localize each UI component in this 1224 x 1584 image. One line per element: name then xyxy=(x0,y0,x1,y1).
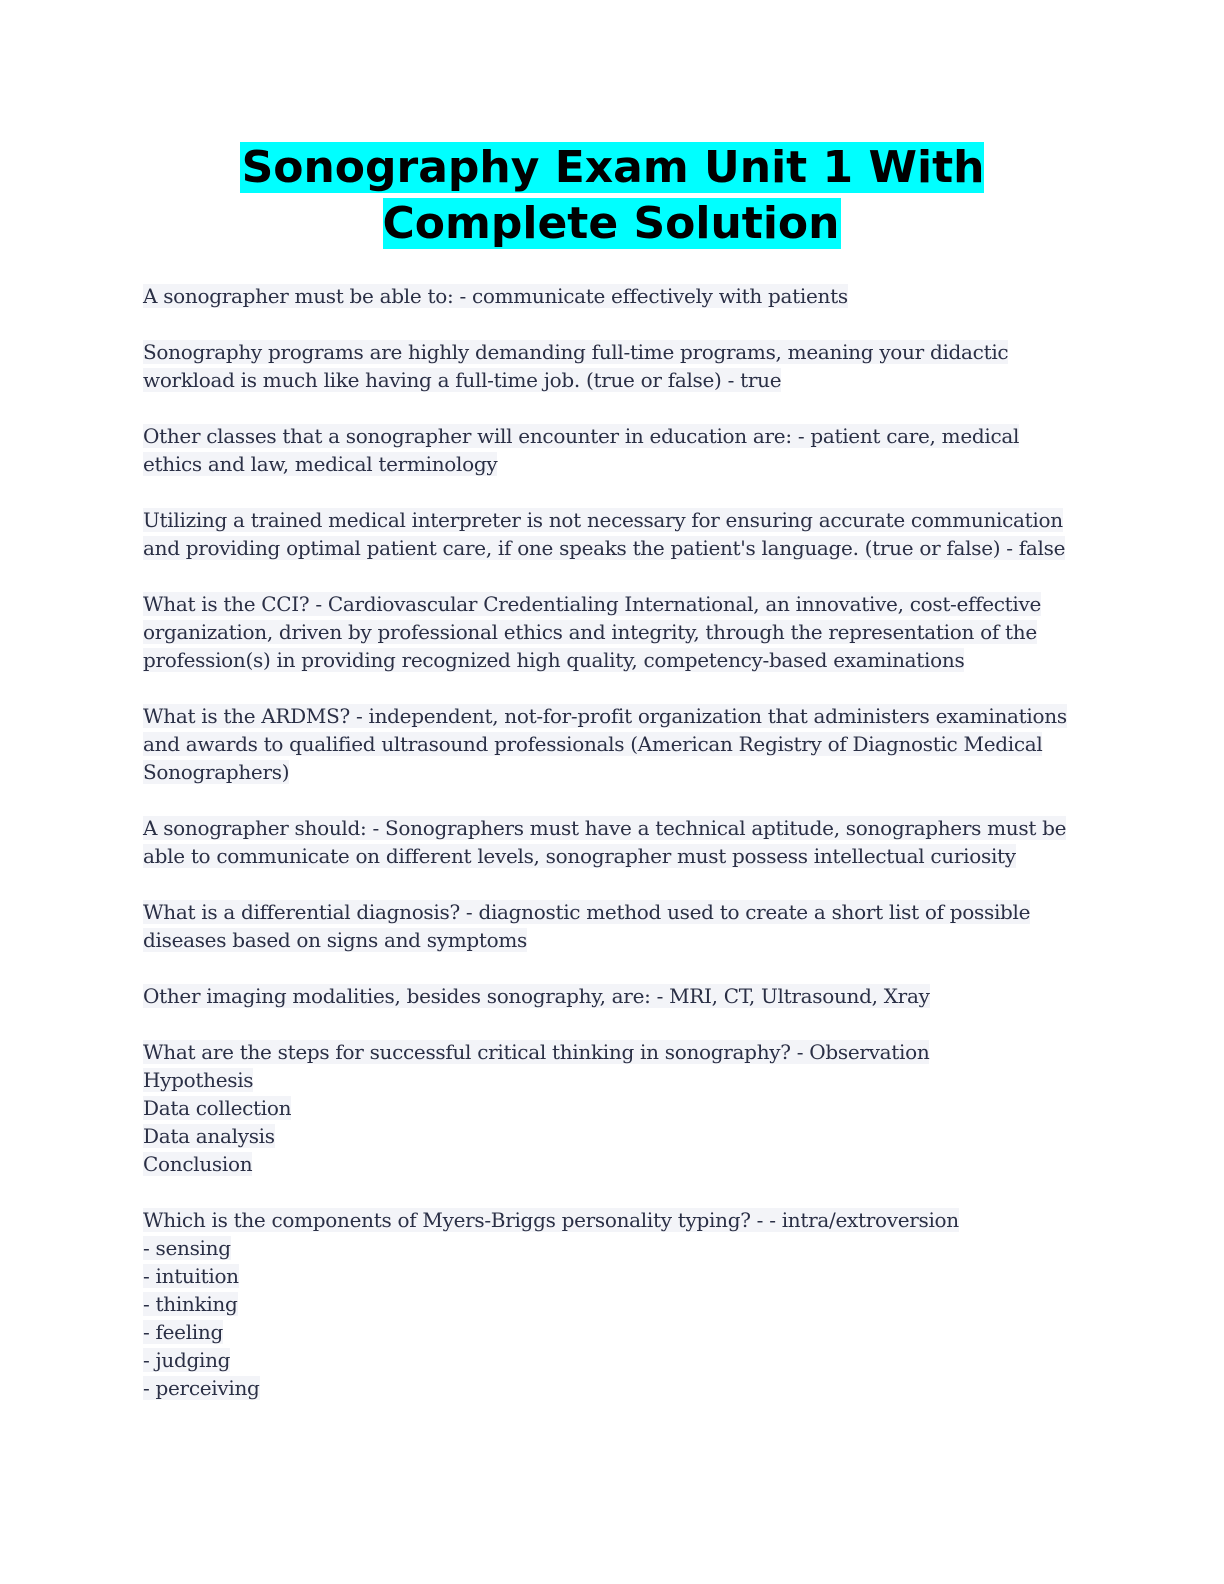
qa-item: What is the ARDMS? - independent, not-for-profit organization that administers examinations and awards to qualified ultrasound professionals (American Registry of Diagnostic Medical Sonographers) xyxy=(143,704,1067,784)
qa-line: - judging xyxy=(143,1348,231,1372)
qa-line: What are the steps for successful critical thinking in sonography? - Observation xyxy=(143,1040,930,1064)
qa-line: - intuition xyxy=(143,1264,239,1288)
qa-line: - sensing xyxy=(143,1236,231,1260)
qa-item: Other imaging modalities, besides sonography, are: - MRI, CT, Ultrasound, Xray xyxy=(143,984,930,1008)
document-body xyxy=(143,282,1078,1430)
qa-item: A sonographer must be able to: - communicate effectively with patients xyxy=(143,284,848,308)
qa-item: Utilizing a trained medical interpreter is not necessary for ensuring accurate communication and providing optimal patient care, if one speaks the patient's language. (true or false) - false xyxy=(143,508,1066,560)
qa-line: - perceiving xyxy=(143,1376,260,1400)
qa-line: Hypothesis xyxy=(143,1068,254,1092)
qa-line: - feeling xyxy=(143,1320,223,1344)
qa-line: Conclusion xyxy=(143,1152,253,1176)
qa-item: Other classes that a sonographer will encounter in education are: - patient care, medical ethics and law, medical terminology xyxy=(143,424,1020,476)
qa-item-myers-briggs xyxy=(143,1206,1078,1402)
qa-line: - thinking xyxy=(143,1292,238,1316)
qa-line: Data analysis xyxy=(143,1124,275,1148)
qa-line: Data collection xyxy=(143,1096,292,1120)
qa-line: Which is the components of Myers-Briggs personality typing? - - intra/extroversion xyxy=(143,1208,959,1232)
qa-item: A sonographer should: - Sonographers must have a technical aptitude, sonographers must be able to communicate on different levels, sonographer must possess intellectual curiosity xyxy=(143,816,1067,868)
qa-item: What is a differential diagnosis? - diagnostic method used to create a short list of possible diseases based on signs and symptoms xyxy=(143,900,1031,952)
document-title xyxy=(140,140,1084,252)
qa-item: Sonography programs are highly demanding full-time programs, meaning your didactic workload is much like having a full-time job. (true or false) - true xyxy=(143,340,1009,392)
qa-item: What is the CCI? - Cardiovascular Credentialing International, an innovative, cost-effective organization, driven by professional ethics and integrity, through the representation of the profession(s) in providing recognized high quality, competency-based examinations xyxy=(143,592,1042,672)
qa-item-critical-thinking-steps xyxy=(143,1038,1078,1178)
document-title-text: Sonography Exam Unit 1 With Complete Solution xyxy=(241,142,985,249)
